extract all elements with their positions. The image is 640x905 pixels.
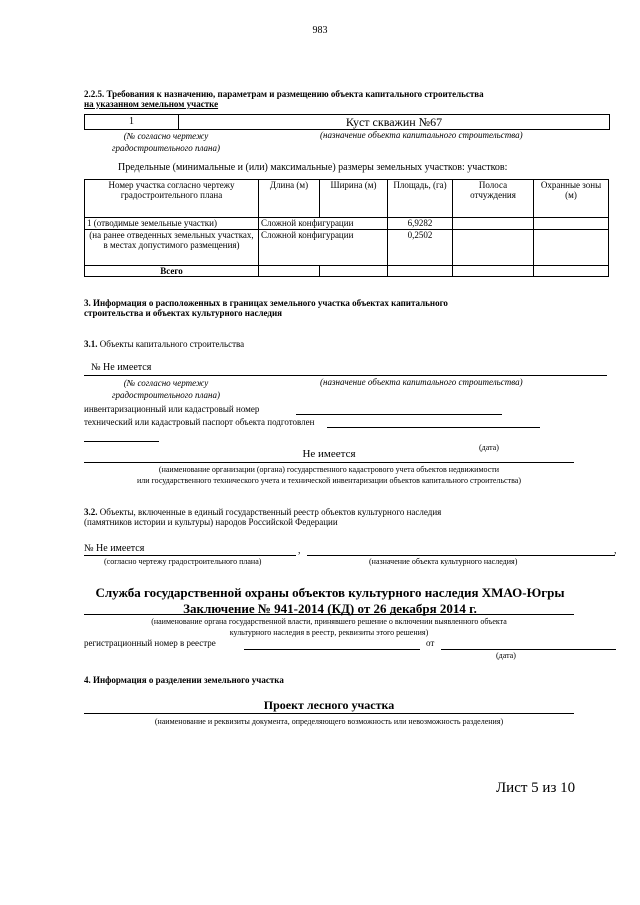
- caption-plan-number-2: [96, 377, 236, 401]
- authority-name-line1: Служба государственной охраны объектов культурного наследия ХМАО-Югры: [95, 585, 565, 600]
- registry-date-line: [441, 649, 616, 650]
- caption-heritage-plan: (согласно чертежу градостроительного плана): [104, 557, 262, 566]
- table-header-row: [85, 180, 609, 218]
- capital-objects-line: [84, 375, 607, 376]
- total-zones: [534, 266, 609, 277]
- caption-plan-number-line1: (№ согласно чертежу: [123, 131, 209, 141]
- heritage-comma-end: ,: [614, 545, 617, 556]
- header-length: Длина (м): [259, 180, 320, 218]
- section-3-heading-line2: строительства и объектах культурного наследия: [84, 308, 283, 318]
- table-total-row: [85, 266, 609, 277]
- division-document-caption: (наименование и реквизиты документа, определяющего возможность или невозможность разделения): [154, 717, 504, 726]
- table-row: [85, 230, 609, 266]
- heritage-number-line: [84, 555, 296, 556]
- passport-line: [327, 427, 540, 428]
- section-225-heading-line2: на указанном земельном участке: [84, 99, 219, 109]
- table-row: [85, 218, 609, 230]
- passport-label: технический или кадастровый паспорт объекта подготовлен: [84, 417, 315, 427]
- total-label: Всего: [85, 266, 259, 277]
- org-caption-line1: (наименование организации (органа) государственного кадастрового учета объектов недвижимости: [158, 465, 500, 474]
- authority-caption: [70, 616, 588, 638]
- passport-date-caption: (дата): [479, 443, 499, 452]
- inventory-number-line: [296, 414, 502, 415]
- registry-number-label: регистрационный номер в реестре: [84, 638, 216, 648]
- subsection-32: [84, 507, 584, 527]
- caption-object-purpose: (назначение объекта капитального строительства): [320, 130, 523, 140]
- subsection-31-text: Объекты капитального строительства: [99, 339, 245, 349]
- total-area: [388, 266, 453, 277]
- row1-zones: [534, 218, 609, 230]
- subsection-32-text-line2: (памятников истории и культуры) народов Российской Федерации: [84, 517, 338, 527]
- inventory-number-label: инвентаризационный или кадастровый номер: [84, 404, 260, 414]
- row2-strip: [453, 230, 534, 266]
- land-plots-table: [84, 179, 609, 277]
- passport-date-line: [84, 441, 159, 442]
- heritage-objects-value: № Не имеется: [84, 543, 145, 554]
- row2-number: (на ранее отведенных земельных участках, в местах допустимого размещения): [85, 230, 259, 266]
- caption-plan-number-line2: градостроительного плана): [111, 143, 221, 153]
- section-3-heading: [84, 298, 584, 318]
- row1-config: Сложной конфигурации: [259, 218, 388, 230]
- sizes-intro: Предельные (минимальные и (или) максимальные) размеры земельных участков: участков:: [118, 162, 508, 173]
- sheet-number: Лист 5 из 10: [496, 780, 576, 796]
- total-length: [259, 266, 320, 277]
- row1-strip: [453, 218, 534, 230]
- org-caption-line2: или государственного технического учета и технической инвентаризации объектов капитального строительства): [136, 476, 521, 485]
- header-exclusion-strip: Полоса отчуждения: [453, 180, 534, 218]
- row1-number: 1 (отводимые земельные участки): [85, 218, 259, 230]
- section-4-heading: 4. Информация о разделении земельного участка: [84, 675, 284, 685]
- heritage-comma: ,: [298, 545, 301, 556]
- caption-plan-number-2-line2: градостроительного плана): [111, 390, 221, 400]
- caption-plan-number-2-line1: (№ согласно чертежу: [123, 378, 209, 388]
- division-document-value: Проект лесного участка: [263, 698, 395, 712]
- row2-area: 0,2502: [388, 230, 453, 266]
- authority-caption-line1: (наименование органа государственной власти, принявшего решение о включении выявленного объекта: [151, 617, 507, 626]
- page-number: 983: [312, 25, 328, 36]
- subsection-32-number: 3.2.: [84, 507, 98, 517]
- object-box-number: 1: [129, 116, 134, 127]
- total-strip: [453, 266, 534, 277]
- total-width: [320, 266, 388, 277]
- registry-date-caption: (дата): [496, 651, 516, 660]
- row2-config: Сложной конфигурации: [259, 230, 388, 266]
- header-area: Площадь, (га): [388, 180, 453, 218]
- subsection-32-text-line1: Объекты, включенные в единый государственный реестр объектов культурного наследия: [99, 507, 442, 517]
- row2-zones: [534, 230, 609, 266]
- registry-from-label: от: [426, 638, 435, 648]
- heritage-purpose-line: [307, 555, 615, 556]
- caption-plan-number: [96, 130, 236, 154]
- object-box: [84, 114, 610, 130]
- header-protection-zones: Охранные зоны (м): [534, 180, 609, 218]
- authority-line: [84, 614, 574, 615]
- capital-objects-value: № Не имеется: [91, 362, 152, 373]
- section-3-heading-line1: 3. Информация о расположенных в границах земельного участка объектах капитального: [84, 298, 448, 308]
- org-value: Не имеется: [302, 448, 356, 460]
- authority-caption-line2: культурного наследия в реестр, реквизиты этого решения): [229, 628, 429, 637]
- registry-number-line: [244, 649, 420, 650]
- caption-heritage-purpose: (назначение объекта культурного наследия): [369, 557, 518, 566]
- authority-name-line2: Заключение № 941-2014 (КД) от 26 декабря 2014 г.: [183, 601, 477, 616]
- row1-area: 6,9282: [388, 218, 453, 230]
- subsection-32-line1: [84, 507, 584, 517]
- subsection-31: [84, 339, 244, 349]
- header-width: Ширина (м): [320, 180, 388, 218]
- section-225-heading-line1: 2.2.5. Требования к назначению, параметрам и размещению объекта капитального строительства: [84, 89, 484, 99]
- header-plot-number: Номер участка согласно чертежу градостроительного плана: [85, 180, 259, 218]
- caption-object-purpose-2: (назначение объекта капитального строительства): [320, 377, 523, 387]
- object-box-name: Куст скважин №67: [345, 115, 443, 129]
- subsection-31-number: 3.1.: [84, 339, 98, 349]
- section-225-heading: [84, 89, 584, 109]
- org-line: [84, 462, 574, 463]
- authority-name: [60, 585, 600, 617]
- org-caption: [70, 464, 588, 486]
- division-document-line: [84, 713, 574, 714]
